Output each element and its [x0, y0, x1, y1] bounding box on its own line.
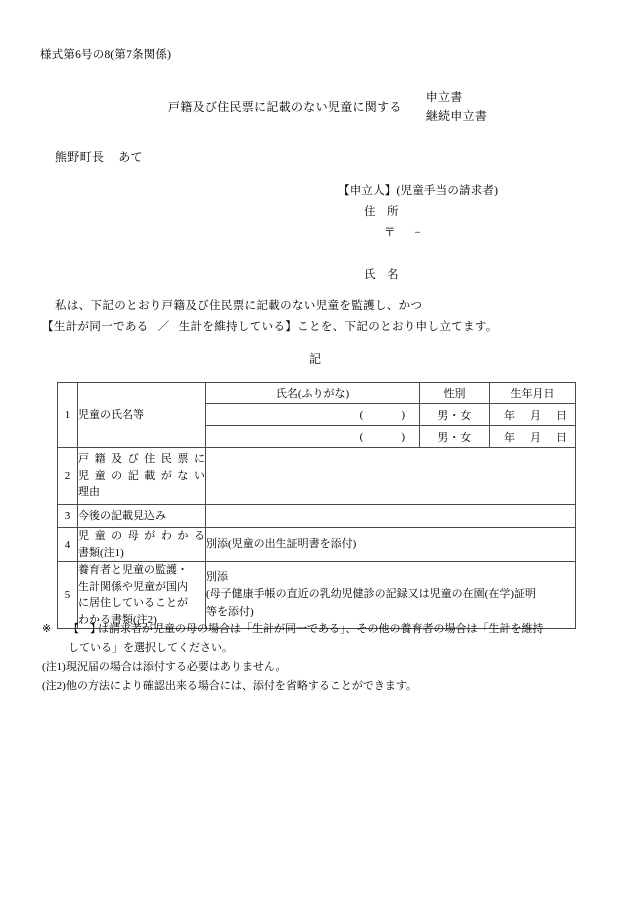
- row-label-3: [78, 505, 206, 528]
- row-content-5-line-3: 等を添付): [206, 605, 254, 618]
- row-content-4[interactable]: 別添(児童の出生証明書を添付): [206, 528, 576, 562]
- footnotes: [42, 620, 592, 696]
- title-main-text: 戸籍及び住民票に記載のない児童に関する: [168, 100, 402, 115]
- title-kind-list: [426, 88, 488, 125]
- title-kind-continuation: 継続申立書: [425, 108, 488, 123]
- row-label-1: [78, 383, 206, 448]
- furigana-parentheses-2: ( ): [359, 430, 405, 443]
- row-label-5-line-1: 養育者と児童の監護・: [78, 564, 188, 576]
- applicant-block: [338, 185, 498, 281]
- footnote-note-2: (注2)他の方法により確認出来る場合には、添付を省略することができます。: [42, 679, 417, 692]
- header-dob: 生年月日: [490, 383, 576, 404]
- child-name-input-1[interactable]: [206, 404, 420, 426]
- row-content-3[interactable]: [206, 505, 576, 528]
- row-label-4-line-2: 書類(注1): [78, 546, 124, 559]
- applicant-address-label: 住 所: [364, 206, 399, 219]
- footnote-asterisk-line-1: [42, 620, 592, 639]
- row-content-5-line-1: 別添: [206, 571, 228, 584]
- applicant-postal-row: [384, 227, 498, 239]
- row-label-5: [78, 562, 206, 629]
- table-row: [58, 562, 576, 629]
- addressee-suffix: あて: [118, 150, 143, 164]
- child-sex-select-1[interactable]: 男・女: [420, 404, 490, 426]
- declaration-text: [42, 296, 498, 339]
- declaration-line-1: 私は、下記のとおり戸籍及び住民票に記載のない児童を監護し、かつ: [55, 300, 423, 312]
- row-number-3: 3: [58, 505, 78, 528]
- header-child-name: 氏名(ふりがな): [206, 383, 420, 404]
- bracket-symbol: 【 】: [68, 623, 101, 635]
- row-label-2-line-3: 理由: [78, 486, 100, 499]
- child-name-input-2[interactable]: [206, 426, 420, 448]
- footnote-asterisk-line-2: している」を選択してください。: [68, 641, 233, 654]
- row-label-2-line-2: 児童の記載がない: [78, 469, 205, 482]
- document-title: [168, 88, 487, 125]
- footnote-asterisk-text-1: は請求者が児童の母の場合は「生計が同一である」、その他の養育者の場合は「生計を維持: [98, 623, 544, 635]
- postal-mark-icon: 〒: [384, 227, 396, 240]
- declaration-slash: ／: [157, 321, 170, 334]
- row-number-1: 1: [58, 383, 78, 448]
- postal-dash: −: [414, 227, 421, 240]
- table-row: [58, 383, 576, 404]
- row-content-5-line-2: (母子健康手帳の直近の乳幼児健診の記録又は児童の在園(在学)証明: [206, 588, 536, 601]
- row-label-5-line-2: 生計関係や児童が国内: [78, 580, 188, 593]
- child-dob-input-2[interactable]: 年 月 日: [490, 426, 576, 448]
- row-number-5: 5: [58, 562, 78, 629]
- child-information-table: [57, 382, 576, 629]
- declaration-option-same-livelihood: 【生計が同一である: [42, 321, 149, 334]
- row-label-2: [78, 448, 206, 505]
- form-number: 様式第6号の8(第7条関係): [40, 49, 172, 61]
- addressee-name: 熊野町長: [55, 150, 105, 164]
- header-sex: 性別: [420, 383, 490, 404]
- applicant-heading: 【申立人】(児童手当の請求者): [338, 185, 499, 197]
- child-sex-select-2[interactable]: 男・女: [420, 426, 490, 448]
- furigana-parentheses-1: ( ): [359, 408, 405, 421]
- child-dob-input-1[interactable]: 年 月 日: [490, 404, 576, 426]
- row-label-4-line-1: 児童の母がわかる: [78, 530, 205, 542]
- row-content-5[interactable]: [206, 562, 576, 629]
- row-label-4: [78, 528, 206, 562]
- row-number-4: 4: [58, 528, 78, 562]
- footnote-note-1: (注1)現況届の場合は添付する必要はありません。: [42, 660, 287, 673]
- table-row: [58, 505, 576, 528]
- declaration-option-maintain-livelihood: 生計を維持している】ことを、下記のとおり申し立てます。: [178, 321, 498, 334]
- row-label-5-line-3: に居住していることが: [78, 597, 188, 609]
- row-label-3-line-1: 今後の記載見込み: [78, 509, 166, 522]
- table-row: [58, 528, 576, 562]
- row-label-2-line-1: 戸籍及び住民票に: [78, 453, 205, 466]
- table-row: [58, 448, 576, 505]
- asterisk-mark: ※: [42, 623, 52, 635]
- row-content-2[interactable]: [206, 448, 576, 505]
- row-number-2: 2: [58, 448, 78, 505]
- applicant-name-label: 氏 名: [364, 269, 399, 282]
- record-marker: 記: [308, 352, 321, 366]
- addressee-line: [55, 148, 143, 165]
- title-kind-application: 申立書: [425, 90, 463, 104]
- declaration-line-2: [42, 317, 498, 338]
- row-label-1-line-1: 児童の氏名等: [78, 408, 144, 421]
- row-label-5-line-4: わかる書類(注2): [78, 613, 157, 626]
